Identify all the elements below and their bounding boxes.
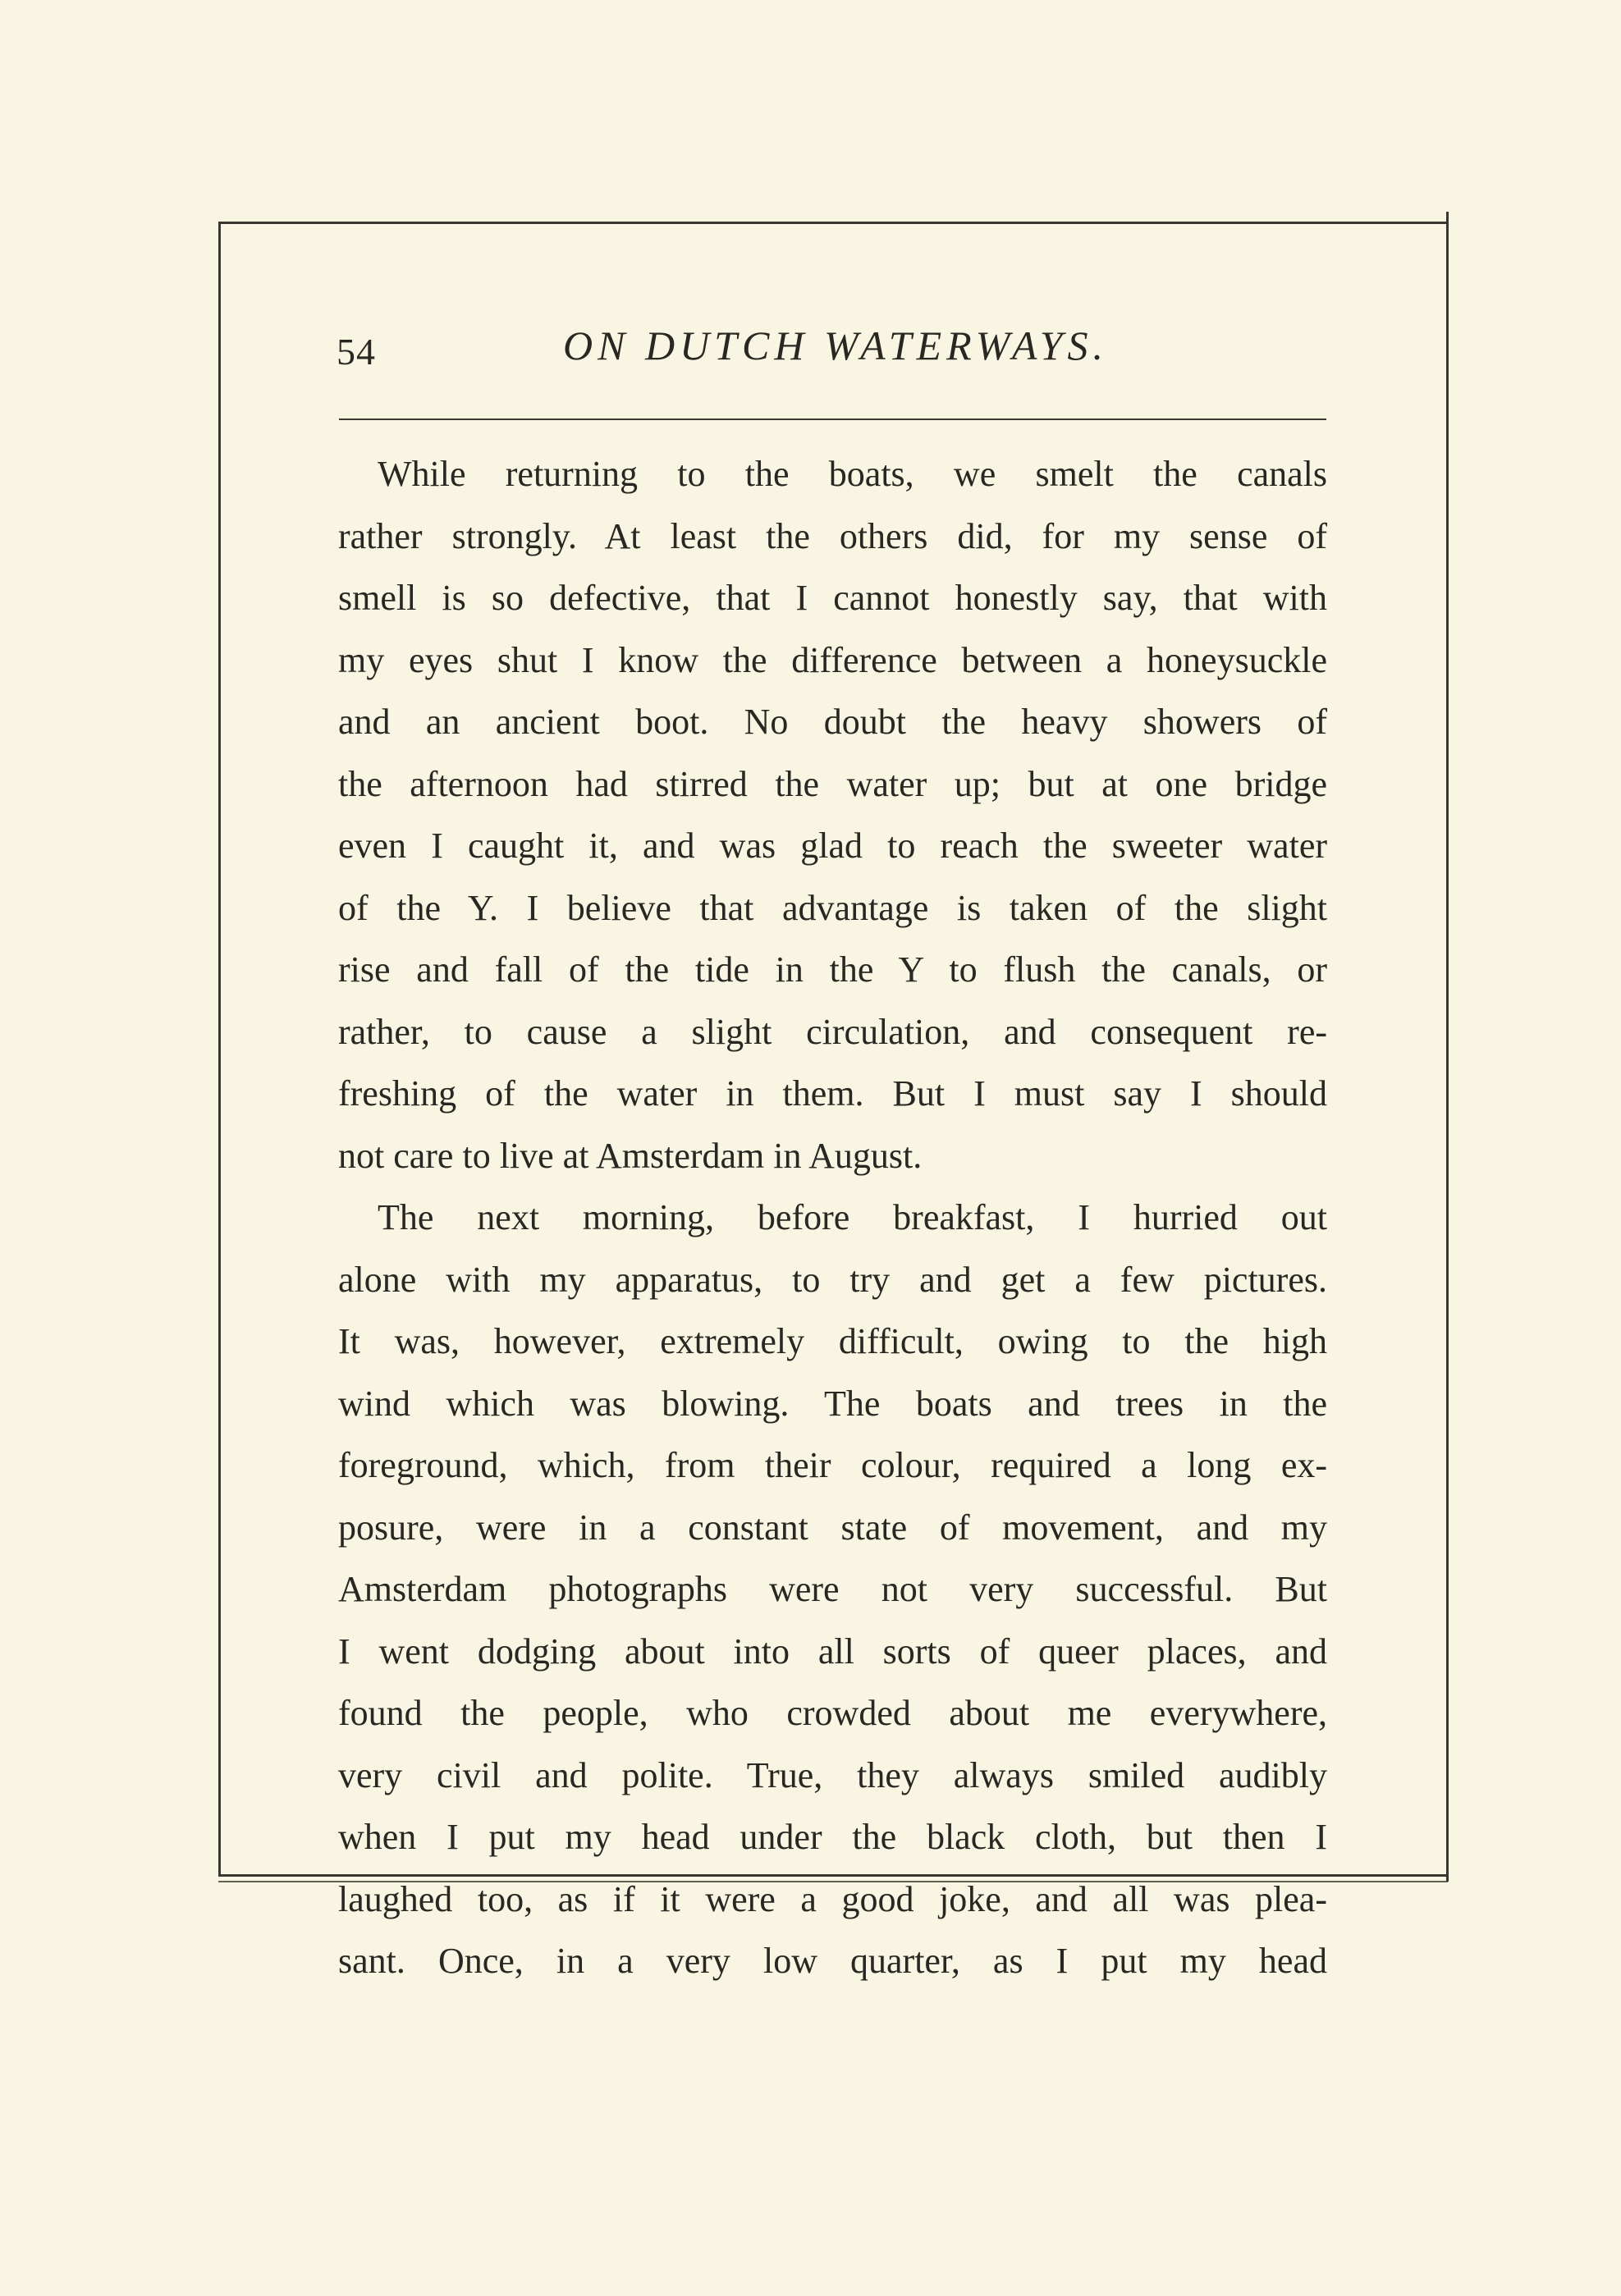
text-line: foreground, which, from their colour, required a long ex-	[338, 1445, 1327, 1485]
text-line: It was, however, extremely difficult, owing to the high	[338, 1321, 1327, 1361]
text-line: my eyes shut I know the difference between a honeysuckle	[338, 639, 1327, 680]
running-head: ON DUTCH WATERWAYS.	[563, 322, 1109, 368]
text-line: very civil and polite. True, they always smiled audibly	[338, 1754, 1327, 1795]
text-line: when I put my head under the black cloth, but then I	[338, 1817, 1327, 1857]
text-line: posure, were in a constant state of movement, and my	[338, 1507, 1327, 1548]
text-line: The next morning, before breakfast, I hurried out	[378, 1197, 1327, 1237]
text-line: of the Y. I believe that advantage is taken of the slight	[338, 887, 1327, 928]
text-line: While returning to the boats, we smelt the canals	[378, 454, 1327, 494]
page-frame-left-rule	[218, 222, 221, 1875]
text-line: and an ancient boot. No doubt the heavy showers of	[338, 702, 1327, 742]
text-line: rise and fall of the tide in the Y to flush the canals, or	[338, 949, 1327, 990]
page-header	[337, 322, 1326, 379]
text-line: not care to live at Amsterdam in August.	[338, 1135, 923, 1176]
text-line: rather strongly. At least the others did, for my sense of	[338, 515, 1327, 556]
page-frame-right-rule	[1446, 212, 1449, 1882]
text-line: smell is so defective, that I cannot honestly say, that with	[338, 578, 1327, 618]
text-line: freshing of the water in them. But I must say I should	[338, 1073, 1327, 1114]
text-line: the afternoon had stirred the water up; but at one bridge	[338, 763, 1327, 804]
header-rule	[339, 418, 1326, 420]
text-line: wind which was blowing. The boats and trees in the	[338, 1383, 1327, 1424]
page-frame-top-rule	[218, 222, 1448, 224]
text-line: sant. Once, in a very low quarter, as I put my head	[338, 1941, 1327, 1981]
text-line: laughed too, as if it were a good joke, and all was plea-	[338, 1878, 1327, 1919]
text-line: rather, to cause a slight circulation, and consequent re-	[338, 1011, 1327, 1052]
text-line: even I caught it, and was glad to reach the sweeter water	[338, 826, 1327, 866]
text-line: I went dodging about into all sorts of queer places, and	[338, 1631, 1327, 1672]
body-text	[338, 443, 1327, 1992]
text-line: found the people, who crowded about me everywhere,	[338, 1693, 1327, 1733]
text-line: alone with my apparatus, to try and get a few pictures.	[338, 1259, 1327, 1300]
text-line: Amsterdam photographs were not very successful. But	[338, 1569, 1327, 1609]
page-number: 54	[337, 331, 376, 373]
